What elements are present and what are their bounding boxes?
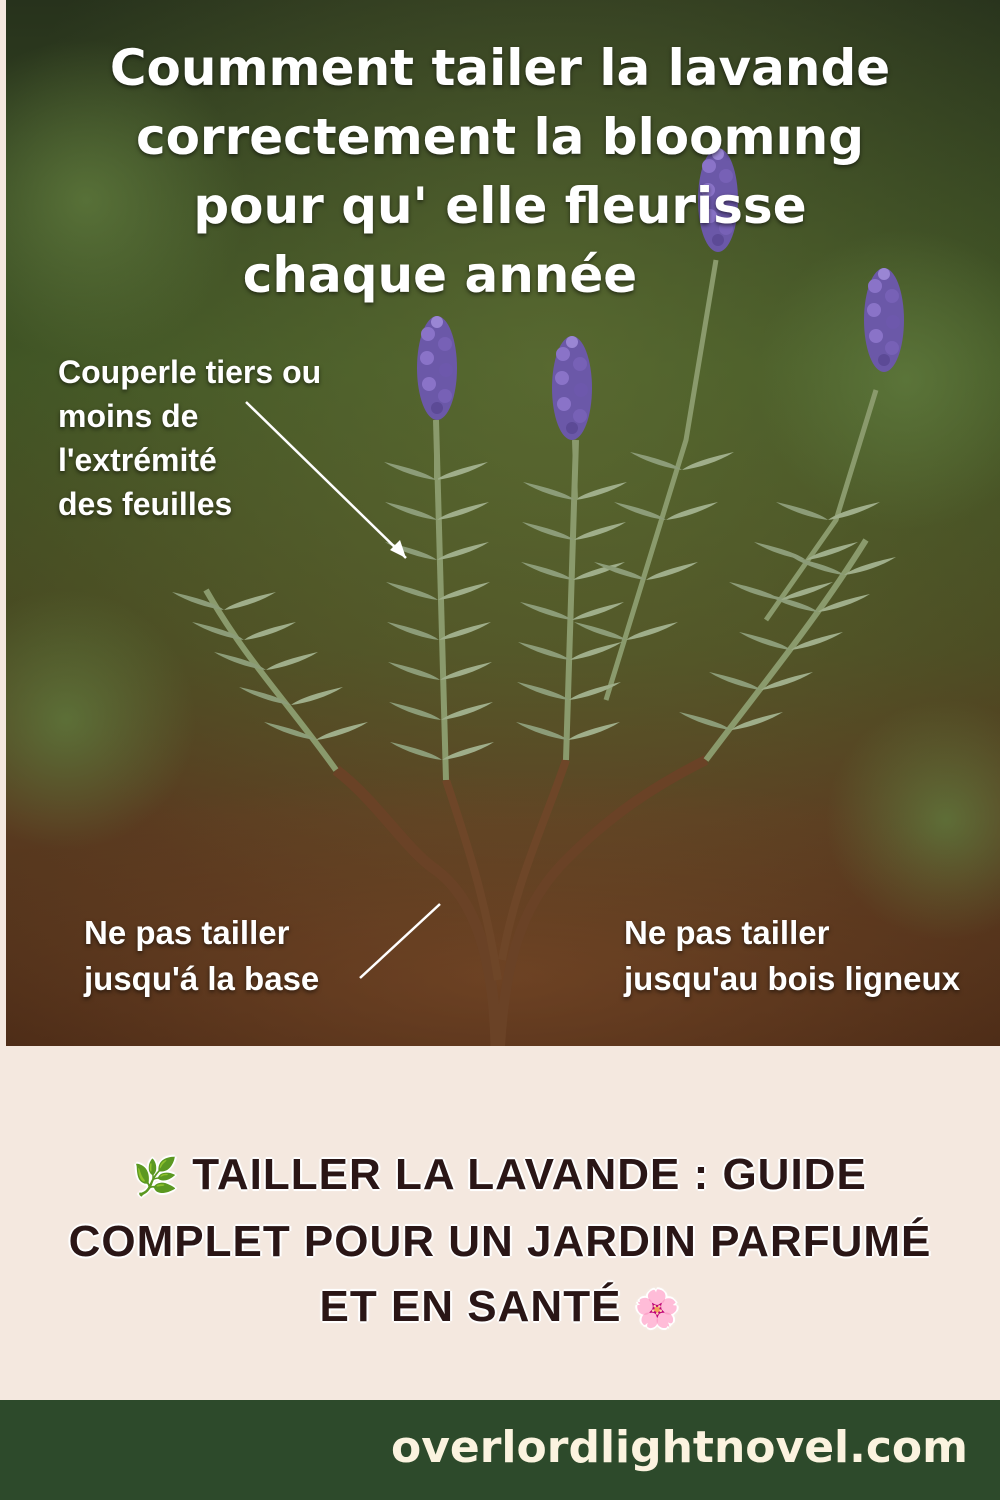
annotation-base	[84, 910, 319, 1002]
photo-title	[0, 34, 1000, 310]
site-link[interactable]: overlordlightnovel.com	[390, 1422, 968, 1473]
annotation-line: moins de	[58, 398, 199, 434]
title-line: chaque année	[242, 246, 638, 304]
annotation-line: Ne pas tailler	[84, 914, 290, 951]
headline	[40, 1142, 960, 1341]
headline-text: COMPLET POUR UN JARDIN PARFUMÉ	[68, 1217, 932, 1266]
annotation-line: des feuilles	[58, 486, 233, 522]
herb-sprig-icon: 🌿	[133, 1156, 180, 1197]
cherry-blossom-icon: 🌸	[634, 1288, 681, 1329]
headline-line	[40, 1274, 960, 1341]
title-line: pour qu' elle fleurisse	[193, 177, 807, 235]
annotation-line: Ne pas tailler	[624, 914, 830, 951]
annotation-line: Couperle tiers ou	[58, 354, 322, 390]
lavender-bloom	[417, 316, 457, 420]
footer-bar	[0, 1400, 1000, 1500]
headline-text: TAILLER LA LAVANDE : GUIDE	[192, 1150, 867, 1199]
headline-line	[40, 1209, 960, 1274]
annotation-wood	[624, 910, 960, 1002]
title-line: Coumment tailer la lavande	[109, 39, 891, 97]
headline-text: ET EN SANTÉ	[319, 1282, 622, 1331]
annotation-line: jusqu'au bois ligneux	[624, 960, 961, 997]
annotation-line: l'extrémité	[58, 442, 217, 478]
annotation-tip	[58, 350, 321, 526]
headline-line	[40, 1142, 960, 1209]
title-line: correctement la bloomıng	[135, 108, 865, 166]
lavender-bloom	[552, 336, 592, 440]
annotation-line: jusqu'á la base	[84, 960, 320, 997]
